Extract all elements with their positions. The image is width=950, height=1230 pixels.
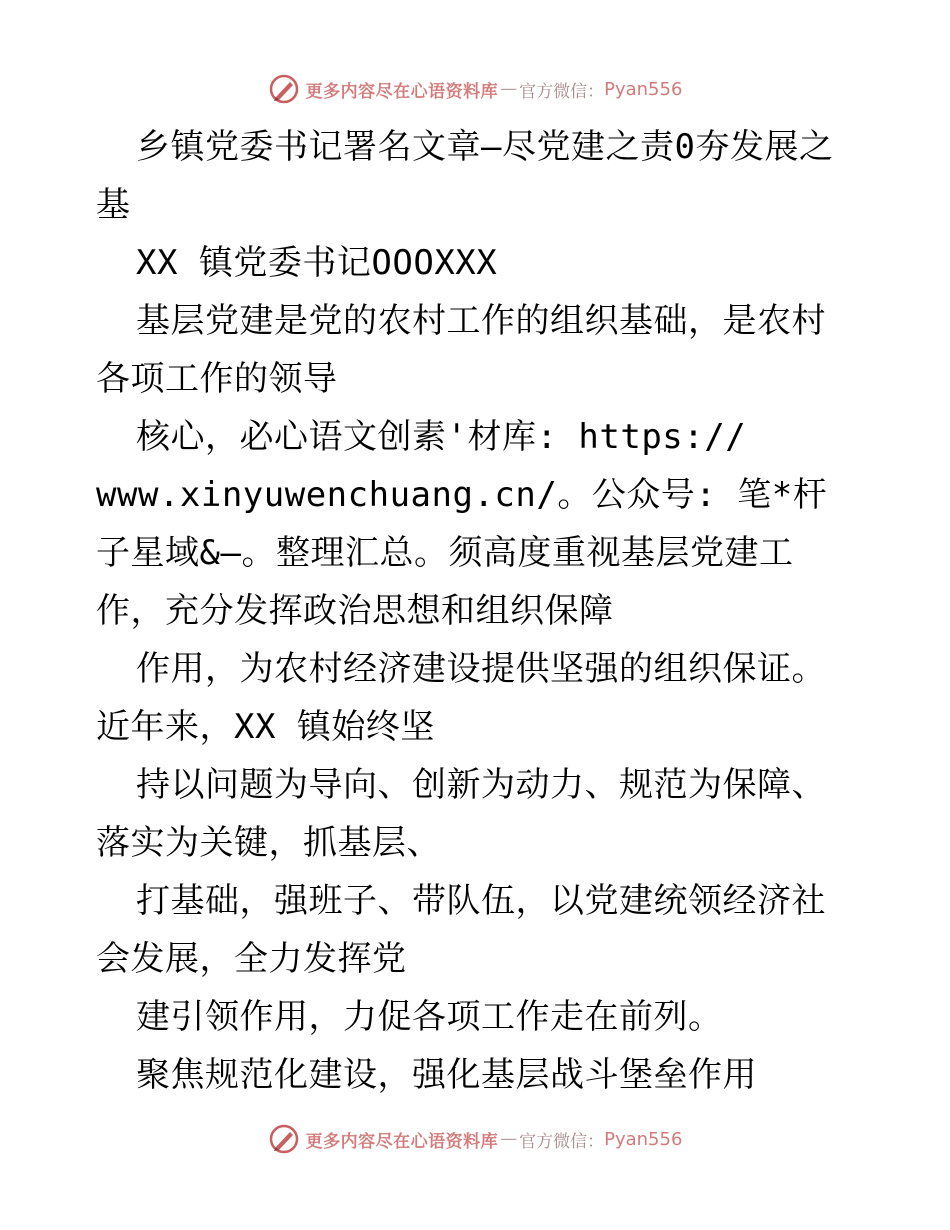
paragraph: 基层党建是党的农村工作的组织基础，是农村各项工作的领导: [96, 301, 826, 399]
paragraph: 建引领作用，力促各项工作走在前列。: [136, 997, 723, 1037]
footer-watermark: [0, 1122, 950, 1156]
watermark-label: 官方微信：: [519, 81, 605, 102]
watermark-dash: —: [500, 79, 518, 99]
section-heading: 聚焦规范化建设，强化基层战斗堡垒作用: [136, 1055, 757, 1095]
watermark-text: 更多内容尽在心语资料库: [305, 1131, 499, 1152]
paragraph: 核心，必心语文创素'材库: https:// www.xinyuwenchuang.cn/。公众号: 笔*杆子星域&—。整理汇总。须高度重视基层党建工作，充分发挥政治思想和组织保障: [96, 417, 828, 631]
document-title: 乡镇党委书记署名文章—尽党建之责0夯发展之基: [96, 127, 834, 225]
paragraph: 持以问题为导向、创新为动力、规范为保障、落实为关键，抓基层、: [96, 765, 826, 863]
paragraph: 打基础，强班子、带队伍，以党建统领经济社会发展，全力发挥党: [96, 881, 826, 979]
watermark-text: 更多内容尽在心语资料库: [305, 81, 499, 102]
document-body: [96, 118, 856, 1104]
pen-logo-icon: [268, 73, 300, 105]
header-watermark: [0, 72, 950, 106]
watermark-account: Pyan556: [604, 1128, 683, 1150]
watermark-label: 官方微信：: [519, 1131, 605, 1152]
watermark-account: Pyan556: [604, 78, 683, 100]
pen-logo-icon: [268, 1123, 300, 1155]
watermark-dash: —: [500, 1129, 518, 1149]
paragraph: 作用，为农村经济建设提供坚强的组织保证。近年来，XX 镇始终坚: [96, 649, 826, 747]
author-line: XX 镇党委书记OOOXXX: [136, 243, 498, 283]
